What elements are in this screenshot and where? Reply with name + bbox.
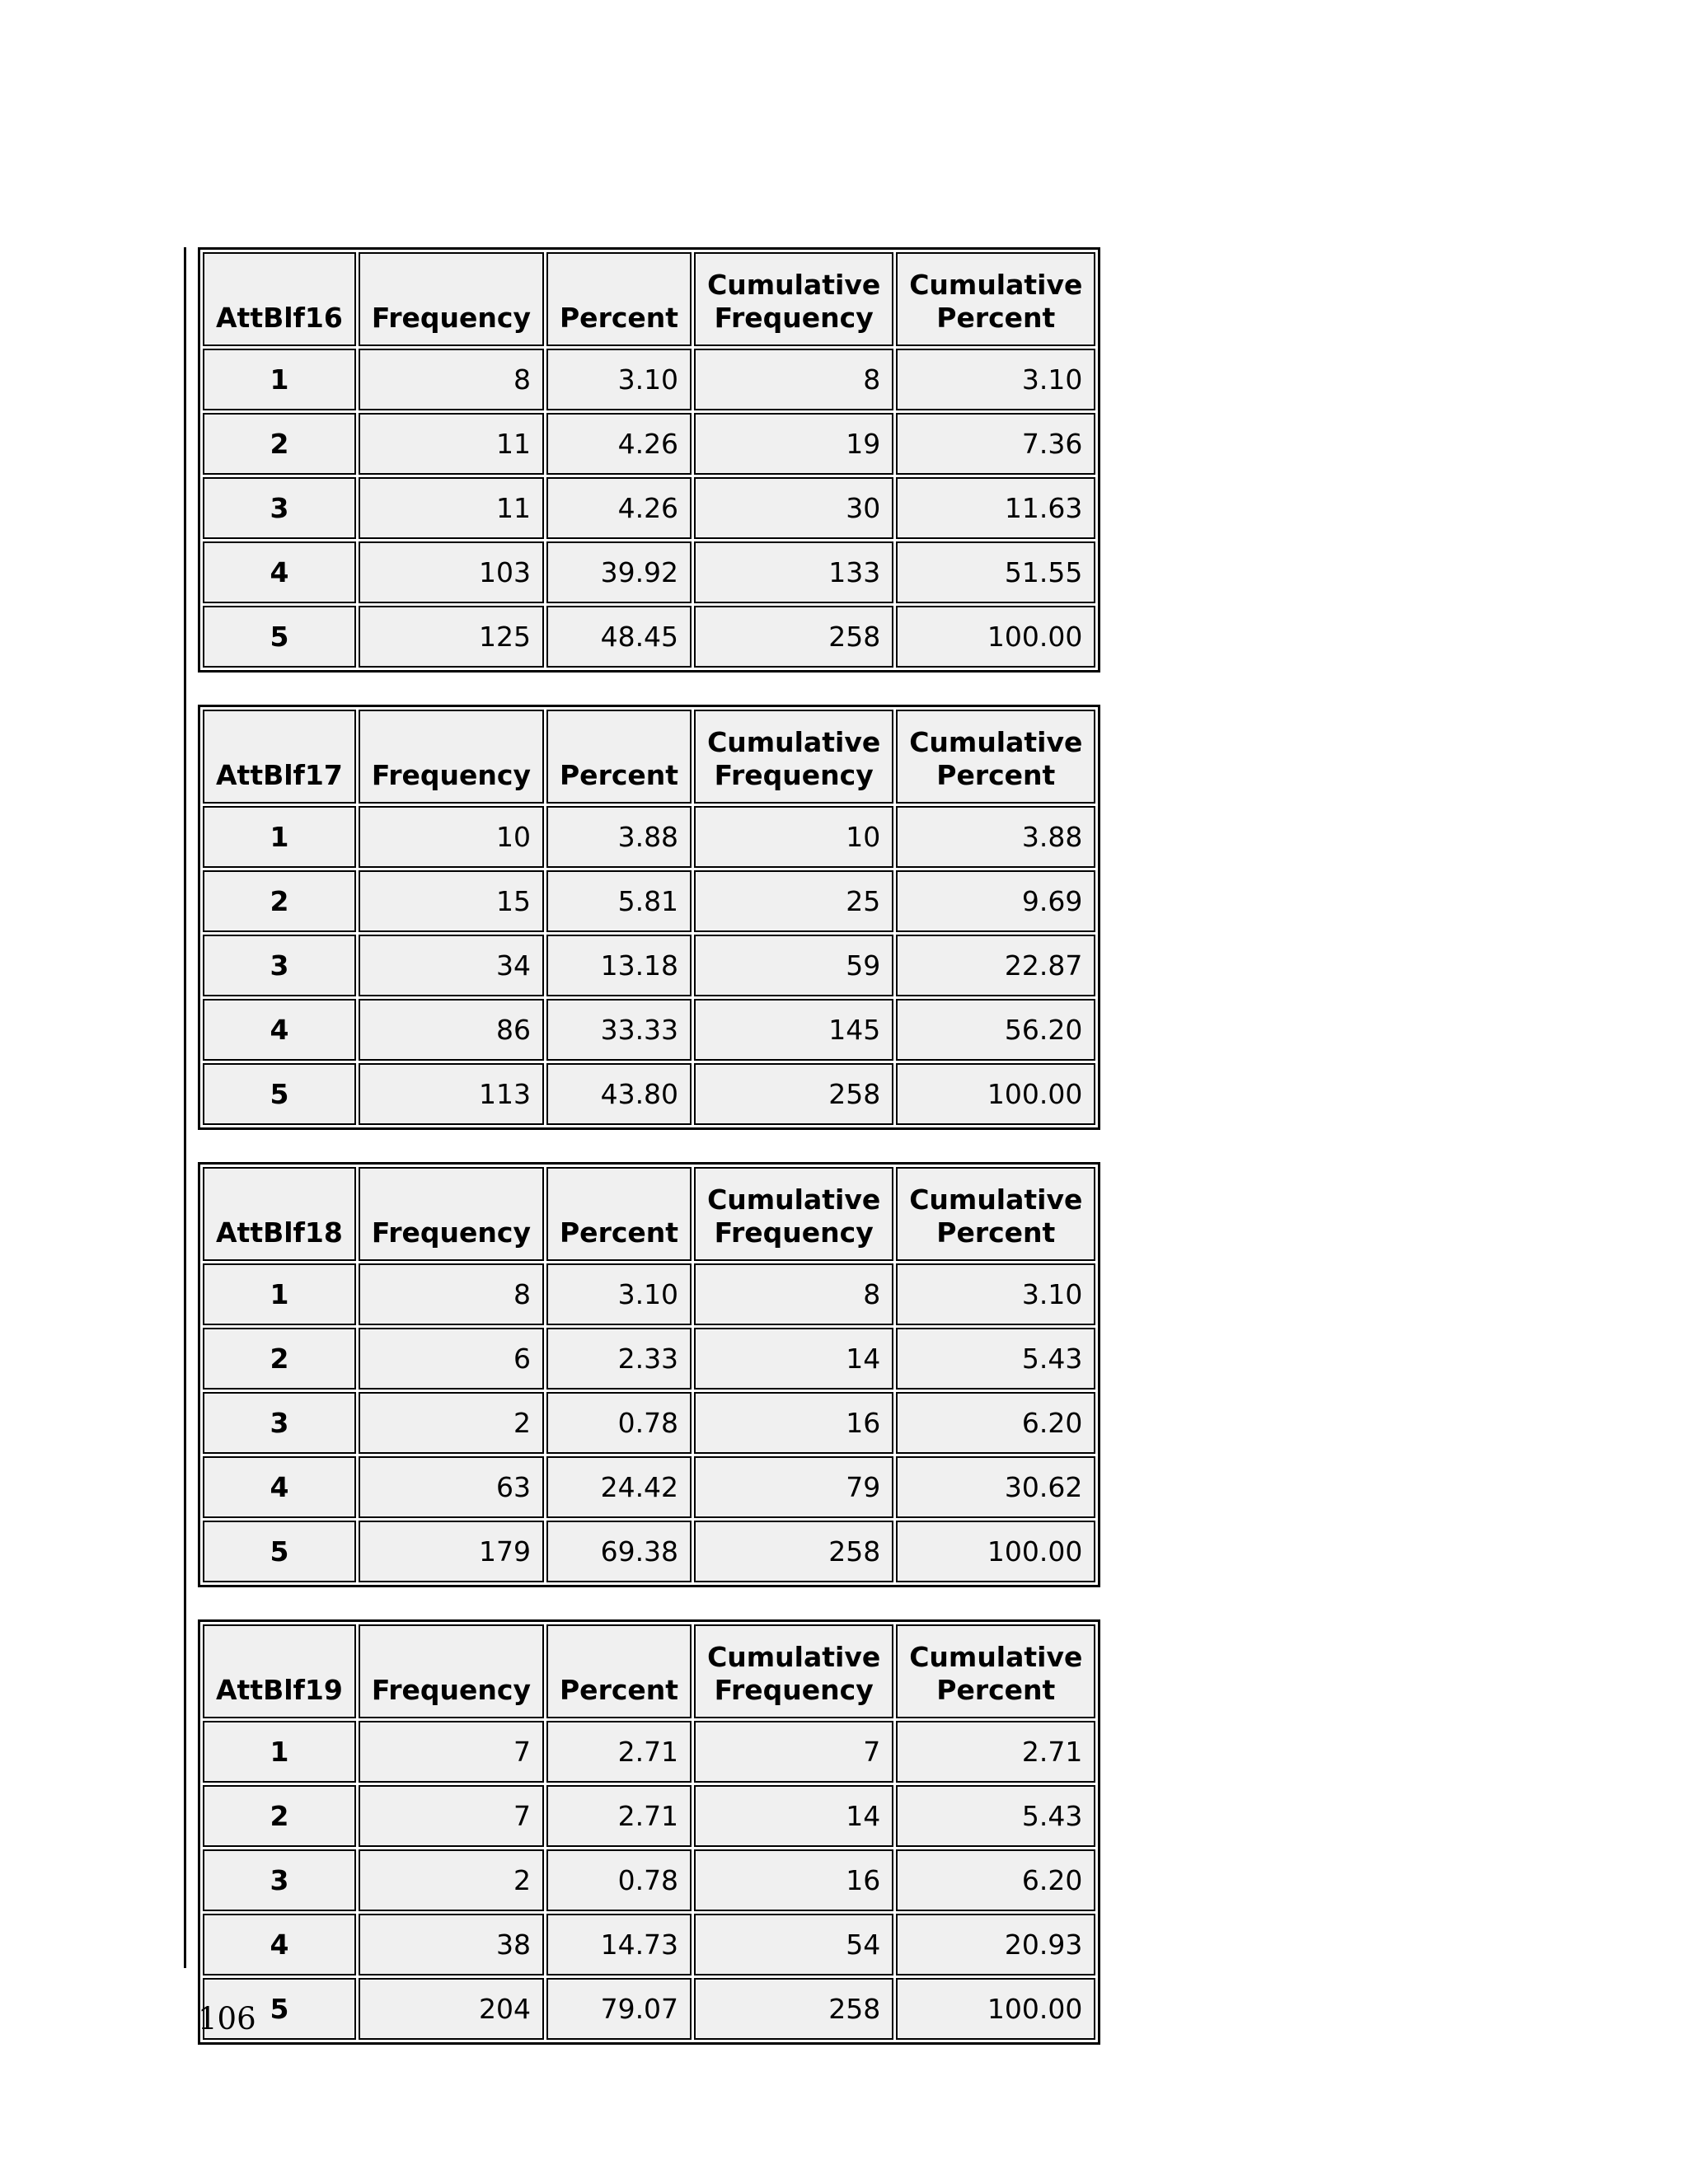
column-header-percent: Percent bbox=[546, 710, 692, 804]
cell-frequency: 8 bbox=[359, 349, 544, 410]
table-row bbox=[203, 1456, 1095, 1518]
cell-percent: 3.10 bbox=[546, 1263, 692, 1325]
cell-frequency: 8 bbox=[359, 1263, 544, 1325]
cell-frequency: 179 bbox=[359, 1521, 544, 1582]
cell-frequency: 113 bbox=[359, 1063, 544, 1125]
cell-cum-pct: 100.00 bbox=[896, 1978, 1095, 2040]
table-row bbox=[203, 1914, 1095, 1975]
cell-frequency: 11 bbox=[359, 477, 544, 539]
cell-frequency: 38 bbox=[359, 1914, 544, 1975]
table-row bbox=[203, 1978, 1095, 2040]
cell-cum-pct: 11.63 bbox=[896, 477, 1095, 539]
column-header-percent: Percent bbox=[546, 252, 692, 346]
cell-cum-freq: 258 bbox=[694, 606, 893, 668]
row-level-label: 1 bbox=[203, 806, 356, 868]
cell-cum-freq: 7 bbox=[694, 1721, 893, 1783]
cell-cum-pct: 22.87 bbox=[896, 935, 1095, 996]
variable-name-header: AttBlf18 bbox=[203, 1167, 356, 1261]
row-level-label: 1 bbox=[203, 349, 356, 410]
column-header-frequency: Frequency bbox=[359, 1167, 544, 1261]
table-row bbox=[203, 413, 1095, 475]
cell-frequency: 86 bbox=[359, 999, 544, 1061]
cell-frequency: 103 bbox=[359, 541, 544, 603]
cell-cum-freq: 30 bbox=[694, 477, 893, 539]
cell-percent: 3.10 bbox=[546, 349, 692, 410]
cell-percent: 24.42 bbox=[546, 1456, 692, 1518]
cell-percent: 2.33 bbox=[546, 1328, 692, 1390]
row-level-label: 2 bbox=[203, 1785, 356, 1847]
cell-cum-freq: 10 bbox=[694, 806, 893, 868]
cell-percent: 13.18 bbox=[546, 935, 692, 996]
cell-cum-pct: 3.88 bbox=[896, 806, 1095, 868]
row-level-label: 4 bbox=[203, 541, 356, 603]
cell-frequency: 34 bbox=[359, 935, 544, 996]
row-level-label: 2 bbox=[203, 1328, 356, 1390]
cell-cum-freq: 133 bbox=[694, 541, 893, 603]
cell-frequency: 125 bbox=[359, 606, 544, 668]
cell-frequency: 11 bbox=[359, 413, 544, 475]
column-header-cum-pct: Cumulative Percent bbox=[896, 1167, 1095, 1261]
column-header-cum-pct: Cumulative Percent bbox=[896, 252, 1095, 346]
cell-cum-freq: 59 bbox=[694, 935, 893, 996]
cell-cum-pct: 100.00 bbox=[896, 606, 1095, 668]
table-row bbox=[203, 806, 1095, 868]
row-level-label: 5 bbox=[203, 606, 356, 668]
cell-percent: 2.71 bbox=[546, 1785, 692, 1847]
table-row bbox=[203, 349, 1095, 410]
cell-frequency: 204 bbox=[359, 1978, 544, 2040]
cell-cum-freq: 258 bbox=[694, 1521, 893, 1582]
cell-cum-freq: 145 bbox=[694, 999, 893, 1061]
column-header-cum-freq: Cumulative Frequency bbox=[694, 710, 893, 804]
cell-cum-pct: 20.93 bbox=[896, 1914, 1095, 1975]
cell-percent: 39.92 bbox=[546, 541, 692, 603]
row-level-label: 1 bbox=[203, 1263, 356, 1325]
row-level-label: 5 bbox=[203, 1063, 356, 1125]
cell-cum-freq: 8 bbox=[694, 1263, 893, 1325]
margin-rule bbox=[184, 247, 186, 1968]
table-row bbox=[203, 1263, 1095, 1325]
cell-cum-freq: 14 bbox=[694, 1785, 893, 1847]
column-header-cum-freq: Cumulative Frequency bbox=[694, 1167, 893, 1261]
page-number: 106 bbox=[198, 2001, 256, 2036]
cell-percent: 5.81 bbox=[546, 870, 692, 932]
cell-percent: 43.80 bbox=[546, 1063, 692, 1125]
cell-percent: 69.38 bbox=[546, 1521, 692, 1582]
table-row bbox=[203, 999, 1095, 1061]
table-row bbox=[203, 477, 1095, 539]
table-header-row bbox=[203, 252, 1095, 346]
row-level-label: 2 bbox=[203, 413, 356, 475]
column-header-cum-freq: Cumulative Frequency bbox=[694, 252, 893, 346]
cell-cum-pct: 100.00 bbox=[896, 1063, 1095, 1125]
row-level-label: 3 bbox=[203, 1392, 356, 1454]
cell-cum-pct: 5.43 bbox=[896, 1328, 1095, 1390]
cell-cum-pct: 6.20 bbox=[896, 1392, 1095, 1454]
cell-cum-pct: 51.55 bbox=[896, 541, 1095, 603]
cell-cum-pct: 9.69 bbox=[896, 870, 1095, 932]
cell-cum-freq: 258 bbox=[694, 1063, 893, 1125]
frequency-table bbox=[198, 1162, 1100, 1587]
cell-cum-pct: 56.20 bbox=[896, 999, 1095, 1061]
variable-name-header: AttBlf16 bbox=[203, 252, 356, 346]
table-row bbox=[203, 1721, 1095, 1783]
cell-percent: 48.45 bbox=[546, 606, 692, 668]
table-row bbox=[203, 1785, 1095, 1847]
row-level-label: 3 bbox=[203, 477, 356, 539]
cell-percent: 0.78 bbox=[546, 1392, 692, 1454]
table-row bbox=[203, 935, 1095, 996]
cell-cum-freq: 14 bbox=[694, 1328, 893, 1390]
table-row bbox=[203, 541, 1095, 603]
row-level-label: 5 bbox=[203, 1978, 356, 2040]
column-header-frequency: Frequency bbox=[359, 252, 544, 346]
frequency-table bbox=[198, 247, 1100, 673]
cell-cum-freq: 8 bbox=[694, 349, 893, 410]
table-row bbox=[203, 1328, 1095, 1390]
cell-percent: 2.71 bbox=[546, 1721, 692, 1783]
cell-cum-pct: 5.43 bbox=[896, 1785, 1095, 1847]
variable-name-header: AttBlf19 bbox=[203, 1624, 356, 1718]
cell-cum-pct: 100.00 bbox=[896, 1521, 1095, 1582]
cell-percent: 33.33 bbox=[546, 999, 692, 1061]
cell-cum-pct: 7.36 bbox=[896, 413, 1095, 475]
cell-cum-pct: 30.62 bbox=[896, 1456, 1095, 1518]
column-header-percent: Percent bbox=[546, 1624, 692, 1718]
row-level-label: 3 bbox=[203, 1849, 356, 1911]
column-header-cum-freq: Cumulative Frequency bbox=[694, 1624, 893, 1718]
column-header-frequency: Frequency bbox=[359, 710, 544, 804]
cell-frequency: 7 bbox=[359, 1721, 544, 1783]
cell-frequency: 63 bbox=[359, 1456, 544, 1518]
cell-cum-freq: 16 bbox=[694, 1849, 893, 1911]
frequency-table bbox=[198, 1619, 1100, 2045]
table-header-row bbox=[203, 1624, 1095, 1718]
table-row bbox=[203, 1849, 1095, 1911]
row-level-label: 4 bbox=[203, 1456, 356, 1518]
cell-frequency: 6 bbox=[359, 1328, 544, 1390]
frequency-tables bbox=[198, 247, 1100, 2077]
table-header-row bbox=[203, 1167, 1095, 1261]
cell-cum-freq: 19 bbox=[694, 413, 893, 475]
table-row bbox=[203, 1063, 1095, 1125]
column-header-frequency: Frequency bbox=[359, 1624, 544, 1718]
cell-percent: 4.26 bbox=[546, 477, 692, 539]
row-level-label: 4 bbox=[203, 1914, 356, 1975]
cell-cum-freq: 25 bbox=[694, 870, 893, 932]
cell-cum-pct: 3.10 bbox=[896, 349, 1095, 410]
cell-frequency: 2 bbox=[359, 1392, 544, 1454]
cell-cum-freq: 79 bbox=[694, 1456, 893, 1518]
cell-cum-pct: 6.20 bbox=[896, 1849, 1095, 1911]
cell-percent: 4.26 bbox=[546, 413, 692, 475]
table-row bbox=[203, 1521, 1095, 1582]
cell-cum-pct: 2.71 bbox=[896, 1721, 1095, 1783]
cell-percent: 14.73 bbox=[546, 1914, 692, 1975]
column-header-percent: Percent bbox=[546, 1167, 692, 1261]
column-header-cum-pct: Cumulative Percent bbox=[896, 710, 1095, 804]
variable-name-header: AttBlf17 bbox=[203, 710, 356, 804]
table-header-row bbox=[203, 710, 1095, 804]
row-level-label: 1 bbox=[203, 1721, 356, 1783]
cell-cum-freq: 54 bbox=[694, 1914, 893, 1975]
table-row bbox=[203, 870, 1095, 932]
row-level-label: 3 bbox=[203, 935, 356, 996]
table-row bbox=[203, 1392, 1095, 1454]
table-row bbox=[203, 606, 1095, 668]
cell-frequency: 10 bbox=[359, 806, 544, 868]
cell-cum-freq: 16 bbox=[694, 1392, 893, 1454]
cell-percent: 0.78 bbox=[546, 1849, 692, 1911]
cell-percent: 3.88 bbox=[546, 806, 692, 868]
cell-frequency: 2 bbox=[359, 1849, 544, 1911]
cell-frequency: 7 bbox=[359, 1785, 544, 1847]
column-header-cum-pct: Cumulative Percent bbox=[896, 1624, 1095, 1718]
row-level-label: 2 bbox=[203, 870, 356, 932]
row-level-label: 4 bbox=[203, 999, 356, 1061]
cell-cum-pct: 3.10 bbox=[896, 1263, 1095, 1325]
cell-cum-freq: 258 bbox=[694, 1978, 893, 2040]
cell-percent: 79.07 bbox=[546, 1978, 692, 2040]
cell-frequency: 15 bbox=[359, 870, 544, 932]
row-level-label: 5 bbox=[203, 1521, 356, 1582]
frequency-table bbox=[198, 705, 1100, 1130]
